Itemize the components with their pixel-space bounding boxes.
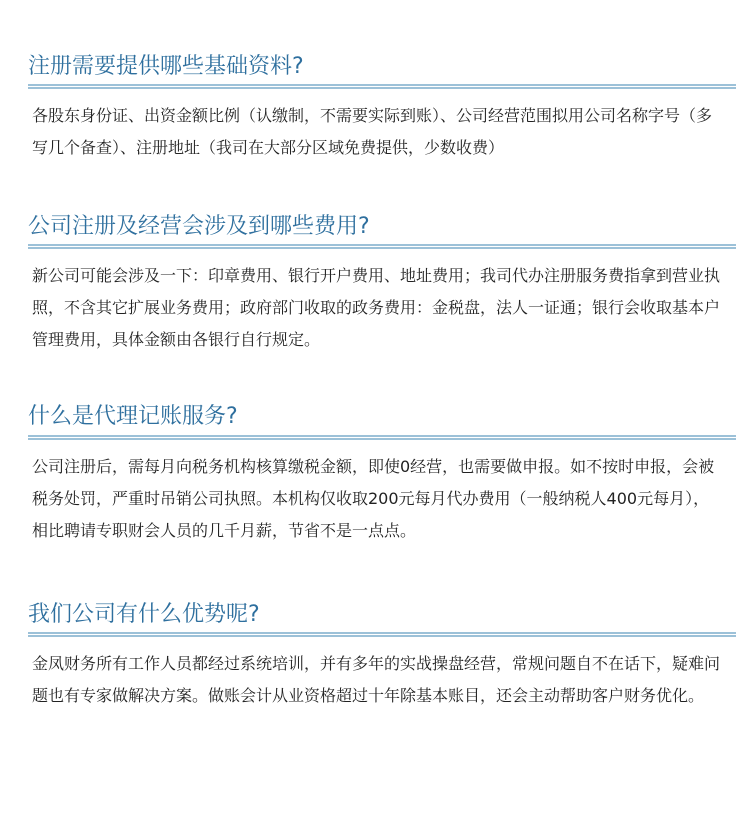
section-body: 金凤财务所有工作人员都经过系统培训，并有多年的实战操盘经营，常规问题自不在话下，疑难问题也有专家做解决方案。做账会计从业资格超过十年除基本账目，还会主动帮助客户财务优化。 bbox=[32, 654, 721, 705]
section-body: 新公司可能会涉及一下：印章费用、银行开户费用、地址费用；我司代办注册服务费指拿到营业执照，不含其它扩展业务费用；政府部门收取的政务费用：金税盘，法人一证通；银行会收取基本户管理费用，具体金额由各银行自行规定。 bbox=[32, 266, 721, 349]
section-body: 各股东身份证、出资金额比例（认缴制，不需要实际到账）、公司经营范围拟用公司名称字号（多写几个备查）、注册地址（我司在大部分区域免费提供，少数收费） bbox=[32, 106, 713, 157]
section-body: 公司注册后，需每月向税务机构核算缴税金额，即使0经营，也需要做申报。如不按时申报，会被税务处罚，严重时吊销公司执照。本机构仅收取200元每月代办费用（一般纳税人400元每月），相比聘请专职财会人员的几千月薪，节省不是一点点。 bbox=[32, 457, 715, 540]
section-divider bbox=[28, 435, 736, 440]
section-divider bbox=[28, 632, 736, 637]
section-divider bbox=[28, 244, 736, 249]
section-title: 我们公司有什么优势呢? bbox=[28, 602, 260, 627]
section-title: 什么是代理记账服务? bbox=[28, 404, 238, 429]
section-title: 注册需要提供哪些基础资料? bbox=[28, 54, 304, 79]
section-divider bbox=[28, 84, 736, 89]
section-title: 公司注册及经营会涉及到哪些费用? bbox=[28, 214, 370, 239]
